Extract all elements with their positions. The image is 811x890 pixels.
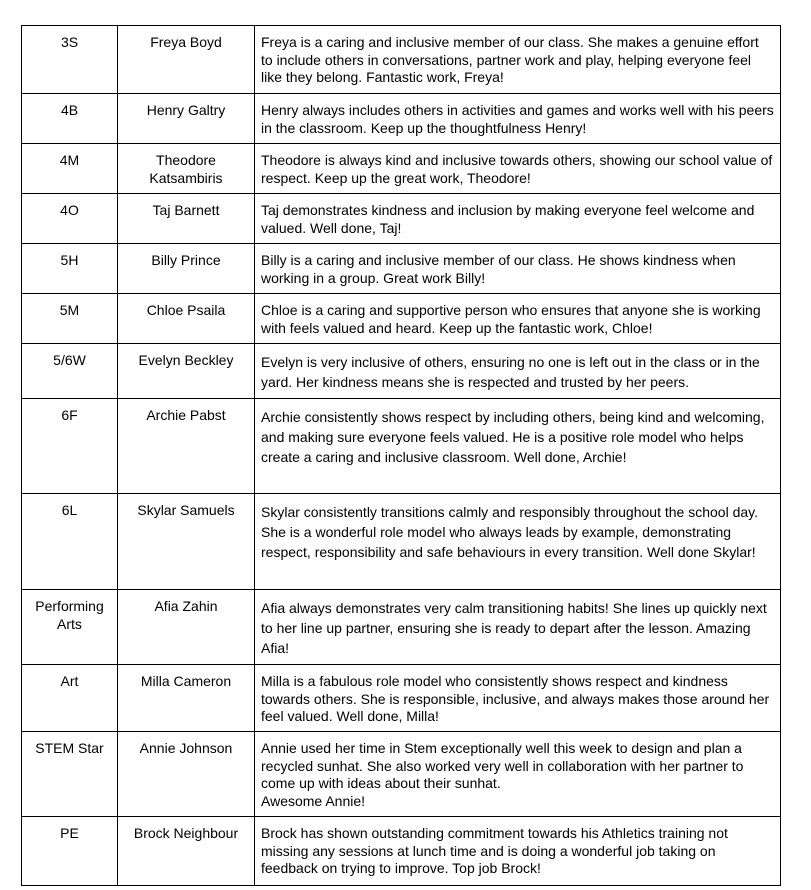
student-name-cell: [118, 244, 255, 294]
table-row: [22, 144, 781, 194]
table-row: [22, 590, 781, 665]
award-description-cell: [255, 94, 781, 144]
class-cell: [22, 194, 118, 244]
class-cell: [22, 144, 118, 194]
table-row: [22, 294, 781, 344]
student-name-cell: [118, 344, 255, 399]
student-name: Brock Neighbour: [133, 825, 239, 841]
student-name: Milla Cameron: [140, 673, 232, 689]
table-row: [22, 26, 781, 94]
class-label: 5M: [59, 302, 80, 318]
award-description-cell: [255, 732, 781, 817]
award-description-cell: [255, 26, 781, 94]
award-description-cell: [255, 194, 781, 244]
award-description: Brock has shown outstanding commitment towards his Athletics training not missing any sessions at lunch time and is doing a wonderful job taking on feedback on trying to improve. Top job Brock!: [261, 825, 728, 876]
award-description: Theodore is always kind and inclusive towards others, showing our school value of respect. Keep up the great work, Theodore!: [261, 152, 773, 186]
award-description: Billy is a caring and inclusive member of our class. He shows kindness when working in a group. Great work Billy!: [261, 252, 736, 286]
class-cell: [22, 665, 118, 732]
award-description: Milla is a fabulous role model who consistently shows respect and kindness towards others. She is responsible, inclusive, and always makes those around her feel valued. Well done, Milla!: [261, 673, 770, 724]
award-description-cell: [255, 344, 781, 399]
class-label: Performing Arts: [35, 598, 104, 632]
award-description-cell: [255, 294, 781, 344]
student-name: Freya Boyd: [150, 34, 222, 50]
table-row: [22, 732, 781, 817]
student-name-cell: [118, 144, 255, 194]
student-name: Taj Barnett: [152, 202, 220, 218]
award-description: Skylar consistently transitions calmly and responsibly throughout the school day. She is a wonderful role model who always leads by example, demonstrating respect, responsibility and safe behaviours in every transition. Well done Skylar!: [261, 504, 758, 560]
class-label: 6L: [61, 502, 78, 518]
class-label: 5/6W: [53, 352, 86, 368]
class-label: STEM Star: [35, 740, 104, 756]
table-row: [22, 94, 781, 144]
student-name: Billy Prince: [151, 252, 221, 268]
class-cell: [22, 26, 118, 94]
award-description-cell: [255, 494, 781, 590]
table-row: [22, 399, 781, 494]
class-label: PE: [60, 825, 79, 841]
class-label: 3S: [60, 34, 79, 50]
class-cell: [22, 590, 118, 665]
award-description-cell: [255, 817, 781, 886]
student-name: Theodore Katsambiris: [149, 152, 223, 186]
class-cell: [22, 399, 118, 494]
class-cell: [22, 244, 118, 294]
table-row: [22, 665, 781, 732]
student-name-cell: [118, 194, 255, 244]
student-name: Henry Galtry: [146, 102, 226, 118]
class-cell: [22, 344, 118, 399]
award-description-cell: [255, 244, 781, 294]
table-row: [22, 494, 781, 590]
class-cell: [22, 732, 118, 817]
class-label: 5H: [60, 252, 79, 268]
class-cell: [22, 94, 118, 144]
student-name-cell: [118, 94, 255, 144]
student-name-cell: [118, 817, 255, 886]
award-description-cell: [255, 590, 781, 665]
award-description-cell: [255, 144, 781, 194]
table-row: [22, 344, 781, 399]
class-label: Art: [60, 673, 79, 689]
student-name: Chloe Psaila: [146, 302, 226, 318]
student-name: Annie Johnson: [139, 740, 233, 756]
student-name: Afia Zahin: [154, 598, 218, 614]
table-row: [22, 817, 781, 886]
student-name-cell: [118, 732, 255, 817]
award-description: Freya is a caring and inclusive member of our class. She makes a genuine effort to include others in conversations, partner work and play, helping everyone feel like they belong. Fantastic work, Freya!: [261, 34, 759, 85]
student-name-cell: [118, 590, 255, 665]
class-label: 4O: [60, 202, 79, 218]
student-name: Skylar Samuels: [137, 502, 235, 518]
award-description: Taj demonstrates kindness and inclusion by making everyone feel welcome and valued. Well done, Taj!: [261, 202, 755, 236]
table-row: [22, 244, 781, 294]
class-cell: [22, 494, 118, 590]
table-row: [22, 194, 781, 244]
student-name-cell: [118, 494, 255, 590]
class-label: 6F: [61, 407, 78, 423]
student-name-cell: [118, 399, 255, 494]
student-name-cell: [118, 294, 255, 344]
class-label: 4B: [60, 102, 79, 118]
award-description-cell: [255, 665, 781, 732]
award-description: Henry always includes others in activities and games and works well with his peers in the classroom. Keep up the thoughtfulness Henry!: [261, 102, 774, 136]
class-cell: [22, 817, 118, 886]
award-description: Chloe is a caring and supportive person who ensures that anyone she is working with feels valued and heard. Keep up the fantastic work, Chloe!: [261, 302, 761, 336]
awards-table: [21, 25, 781, 886]
student-name: Archie Pabst: [146, 407, 226, 423]
class-label: 4M: [59, 152, 80, 168]
student-name-cell: [118, 665, 255, 732]
class-cell: [22, 294, 118, 344]
student-name: Evelyn Beckley: [138, 352, 234, 368]
award-description: Archie consistently shows respect by including others, being kind and welcoming, and making sure everyone feels valued. He is a positive role model who helps create a caring and inclusive classroom. Well done, Archie!: [261, 409, 765, 465]
award-description: Afia always demonstrates very calm transitioning habits! She lines up quickly next to her line up partner, ensuring she is ready to depart after the lesson. Amazing Afia!: [261, 600, 767, 656]
award-description: Annie used her time in Stem exceptionally well this week to design and plan a recycled sunhat. She also worked very well in collaboration with her partner to come up with ideas about their sunhat. Awesome Annie!: [261, 740, 744, 809]
student-name-cell: [118, 26, 255, 94]
award-description-cell: [255, 399, 781, 494]
award-description: Evelyn is very inclusive of others, ensuring no one is left out in the class or in the yard. Her kindness means she is respected and trusted by her peers.: [261, 354, 760, 390]
